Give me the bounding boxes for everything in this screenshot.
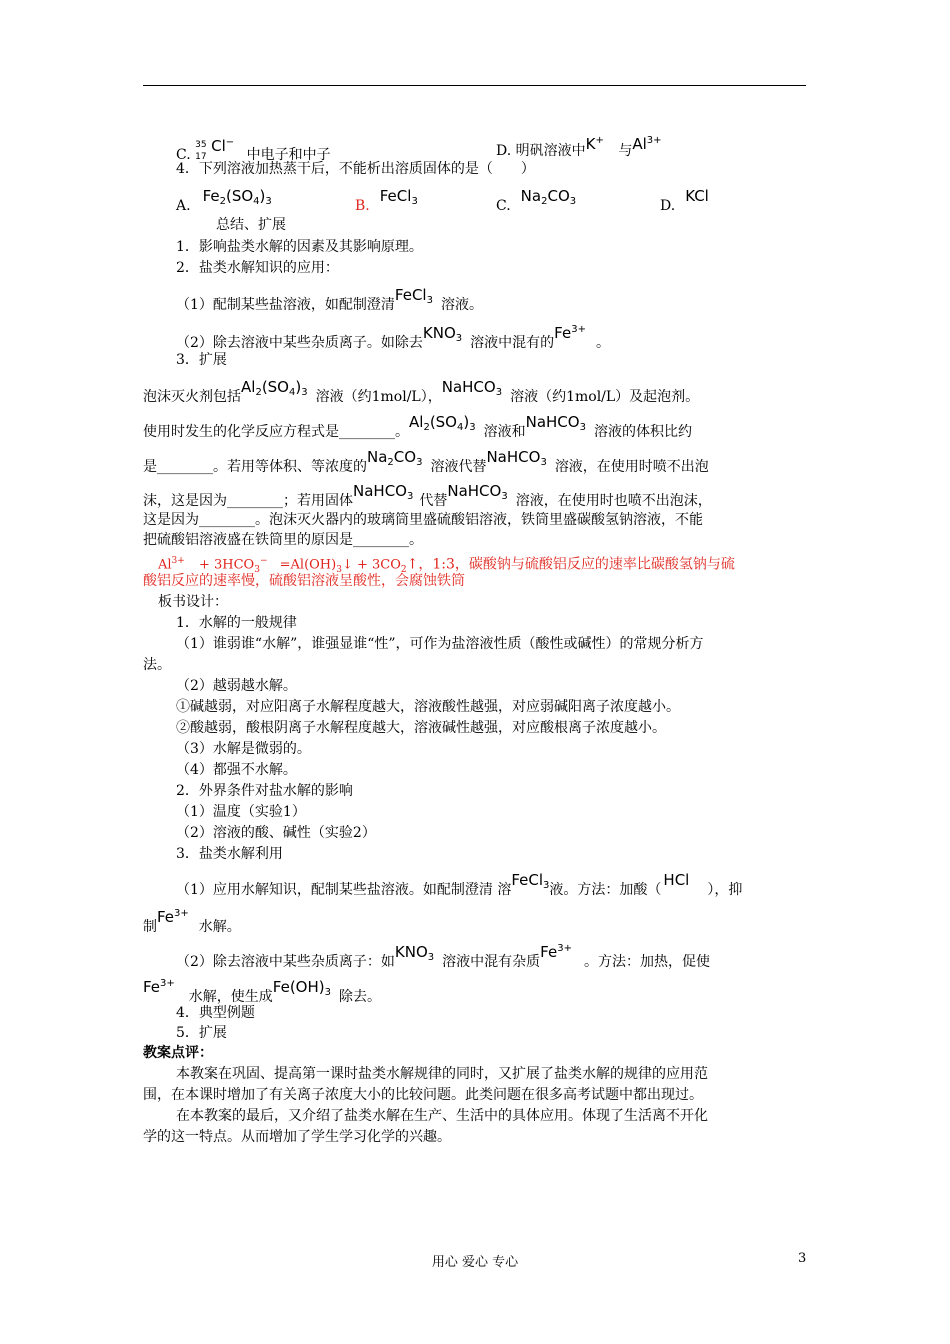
summary-3: 3．扩展 (176, 352, 227, 368)
option-c-line: C. 35 17 Cl− 中电子和中子 (176, 137, 331, 163)
board-2-1: （1）温度（实验1） (176, 804, 306, 820)
q4-option-a: $A.Fe_2(SO_4)_3$ (176, 187, 272, 214)
q4-option-d: D.KCl (660, 187, 709, 214)
board-1-1b: 法。 (143, 657, 171, 673)
review-2a: 在本教案的最后，又介绍了盐类水解在生产、生活中的具体应用。体现了生活离不开化 (176, 1108, 708, 1124)
review-1a: 本教案在巩固、提高第一课时盐类水解规律的同时，又扩展了盐类水解的规律的应用范 (176, 1066, 708, 1082)
board-2-2: （2）溶液的酸、碱性（实验2） (176, 825, 376, 841)
foam-para-4: 沫，这是因为________；若用固体NaHCO$_3$ 代替NaHCO$_3$ 溶液，在使用时也喷不出泡沫， (143, 482, 712, 509)
board-1: 1．水解的一般规律 (176, 615, 297, 631)
board-4: 4．典型例题 (176, 1005, 255, 1021)
summary-2: 2．盐类水解知识的应用： (176, 260, 339, 276)
summary-2-2: （2）除去溶液中某些杂质离子。如除去$KNO_3$ 溶液中混有的$Fe^{3+}$。 (176, 324, 610, 351)
question-4: 4．下列溶液加热蒸干后，不能析出溶质固体的是（ ） (176, 161, 535, 177)
page-footer: 用心 爱心 专心 (431, 1255, 519, 1270)
board-1-2a: ①碱越弱，对应阳离子水解程度越大，溶液酸性越强，对应弱碱阳离子浓度越小。 (176, 699, 680, 715)
board-3-2b: $Fe^{3+}$水解，使生成$Fe(OH)_3$ 除去。 (143, 978, 381, 1005)
board-3-2: （2）除去溶液中某些杂质离子：如$KNO_3$ 溶液中混有杂质$Fe^{3+}$。方法：加热，促使 (176, 943, 710, 970)
answer-line-1: $Al^{3+} + 3HCO_3^-$ $=Al(OH)_3↓$ + $3CO_2↑$，1:3，碳酸钠与硫酸铝反应的速率比碳酸氢钠与硫 (158, 556, 735, 575)
q4-option-c: $C.Na_2CO_3$ (496, 187, 577, 214)
board-1-4: （4）都强不水解。 (176, 762, 297, 778)
review-2b: 学的这一特点。从而增加了学生学习化学的兴趣。 (143, 1129, 451, 1145)
board-3-1: （1）应用水解知识，配制某些盐溶液。如配制澄清 溶FeCl$_3$液。方法：加酸（HCl），抑 (176, 871, 743, 898)
review-1b: 围，在本课时增加了有关离子浓度大小的比较问题。此类问题在很多高考试题中都出现过。 (143, 1087, 703, 1103)
foam-para-1: 泡沫灭火剂包括$Al_2(SO_4)_3$ 溶液（约1mol/L），NaHCO$_3$ 溶液（约1mol/L）及起泡剂。 (143, 378, 700, 405)
board-3-1b: 制$Fe^{3+}$水解。 (143, 908, 241, 935)
board-1-2b: ②酸越弱，酸根阴离子水解程度越大，溶液碱性越强，对应酸根离子浓度越小。 (176, 720, 666, 736)
board-1-1a: （1）谁弱谁“水解”，谁强显谁“性”，可作为盐溶液性质（酸性或碱性）的常规分析方 (176, 636, 704, 652)
summary-title: 总结、扩展 (216, 217, 286, 233)
board-1-2: （2）越弱越水解。 (176, 678, 297, 694)
foam-para-5: 这是因为________。泡沫灭火器内的玻璃筒里盛硫酸铝溶液，铁筒里盛碳酸氢钠溶液，不能 (143, 512, 703, 528)
board-3: 3．盐类水解利用 (176, 846, 283, 862)
foam-para-6: 把硫酸铝溶液盛在铁筒里的原因是________。 (143, 532, 423, 548)
isotope-cl: 35 17 (195, 140, 207, 162)
header-rule (143, 85, 806, 86)
page-number: 3 (798, 1251, 807, 1266)
foam-para-2: 使用时发生的化学反应方程式是________。$Al_2(SO_4)_3$ 溶液和NaHCO$_3$ 溶液的体积比约 (143, 413, 692, 440)
summary-2-1: （1）配制某些盐溶液，如配制澄清FeCl$_3$ 溶液。 (176, 286, 483, 313)
board-title: 板书设计： (158, 594, 228, 610)
board-5: 5．扩展 (176, 1025, 227, 1041)
answer-line-2: 酸铝反应的速率慢，硫酸铝溶液呈酸性，会腐蚀铁筒 (143, 573, 465, 589)
board-1-3: （3）水解是微弱的。 (176, 741, 311, 757)
q4-option-b: B.FeCl$_3$ (355, 187, 418, 214)
foam-para-3: 是________。若用等体积、等浓度的$Na_2CO_3$ 溶液代替NaHCO$_3$ 溶液，在使用时喷不出泡 (143, 448, 709, 475)
board-2: 2．外界条件对盐水解的影响 (176, 783, 353, 799)
summary-1: 1．影响盐类水解的因素及其影响原理。 (176, 239, 423, 255)
option-d-line: D. 明矾溶液中K+ 与$Al^{3+}$ (496, 135, 662, 159)
review-title: 教案点评： (143, 1045, 213, 1061)
